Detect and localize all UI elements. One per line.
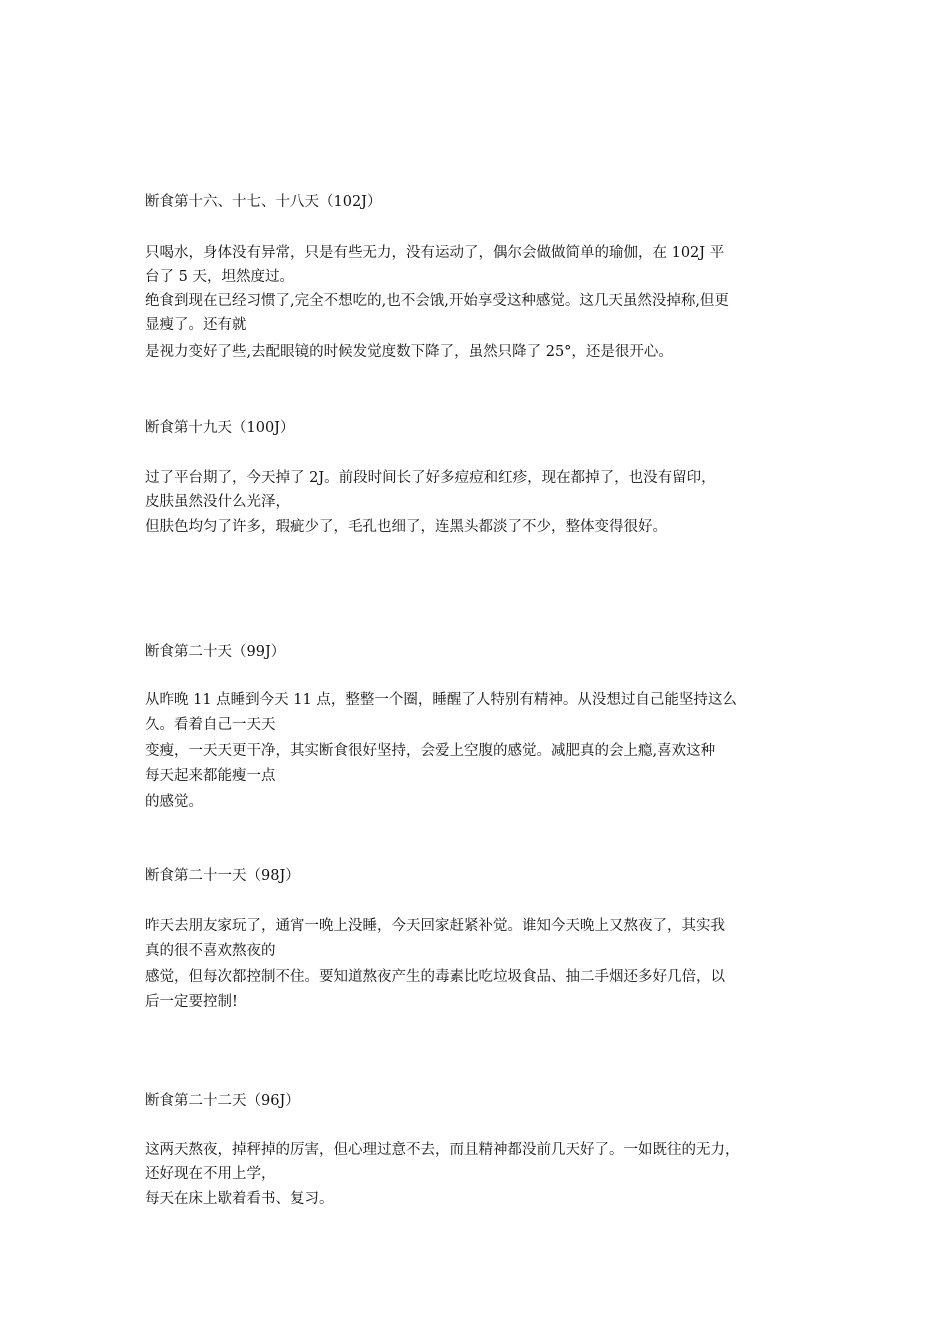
entry-text-line: 皮肤虽然没什么光泽， bbox=[145, 494, 290, 510]
entry-text-line: 台了 5 天，坦然度过。 bbox=[145, 269, 294, 285]
entry-heading: 断食第十六、十七、十八天（102J） bbox=[145, 194, 382, 210]
entry-text-line: 变瘦，一天天更干净，其实断食很好坚持，会爱上空腹的感觉。减肥真的会上瘾,喜欢这种 bbox=[145, 743, 716, 759]
entry-text-line: 后一定要控制! bbox=[145, 994, 238, 1010]
entry-heading: 断食第二十二天（96J） bbox=[145, 1093, 300, 1109]
entry-text-line: 久。看着自己一天天 bbox=[145, 717, 276, 733]
entry-text-line: 的感觉。 bbox=[145, 794, 203, 810]
entry-text-line: 但肤色均匀了许多，瑕疵少了，毛孔也细了，连黑头都淡了不少，整体变得很好。 bbox=[145, 519, 667, 535]
entry-text-line: 从昨晚 11 点睡到今天 11 点，整整一个圈，睡醒了人特别有精神。从没想过自己能坚持这么 bbox=[145, 692, 737, 708]
entry-text-line: 这两天熬夜，掉秤掉的厉害，但心理过意不去，而且精神都没前几天好了。一如既往的无力， bbox=[145, 1142, 740, 1158]
entry-text-line: 昨天去朋友家玩了，通宵一晚上没睡，今天回家赶紧补觉。谁知今天晚上又熬夜了，其实我 bbox=[145, 918, 725, 934]
entry-heading: 断食第二十天（99J） bbox=[145, 644, 286, 660]
entry-text-line: 过了平台期了，今天掉了 2J。前段时间长了好多痘痘和红疹，现在都掉了，也没有留印， bbox=[145, 470, 716, 486]
entry-text-line: 是视力变好了些,去配眼镜的时候发觉度数下降了，虽然只降了 25°，还是很开心。 bbox=[145, 344, 673, 360]
entry-text-line: 每天在床上歇着看书、复习。 bbox=[145, 1191, 334, 1207]
entry-text-line: 显瘦了。还有就 bbox=[145, 317, 247, 333]
entry-text-line: 每天起来都能瘦一点 bbox=[145, 768, 276, 784]
entry-text-line: 真的很不喜欢熬夜的 bbox=[145, 943, 276, 959]
entry-text-line: 绝食到现在已经习惯了,完全不想吃的,也不会饿,开始享受这种感觉。这几天虽然没掉称,但更 bbox=[145, 293, 729, 309]
entry-text-line: 感觉，但每次都控制不住。要知道熬夜产生的毒素比吃垃圾食品、抽二手烟还多好几倍，以 bbox=[145, 969, 725, 985]
entry-text-line: 还好现在不用上学， bbox=[145, 1166, 276, 1182]
entry-text-line: 只喝水，身体没有异常，只是有些无力，没有运动了，偶尔会做做简单的瑜伽，在 102J 平 bbox=[145, 245, 725, 261]
entry-heading: 断食第二十一天（98J） bbox=[145, 868, 300, 884]
entry-heading: 断食第十九天（100J） bbox=[145, 420, 295, 436]
